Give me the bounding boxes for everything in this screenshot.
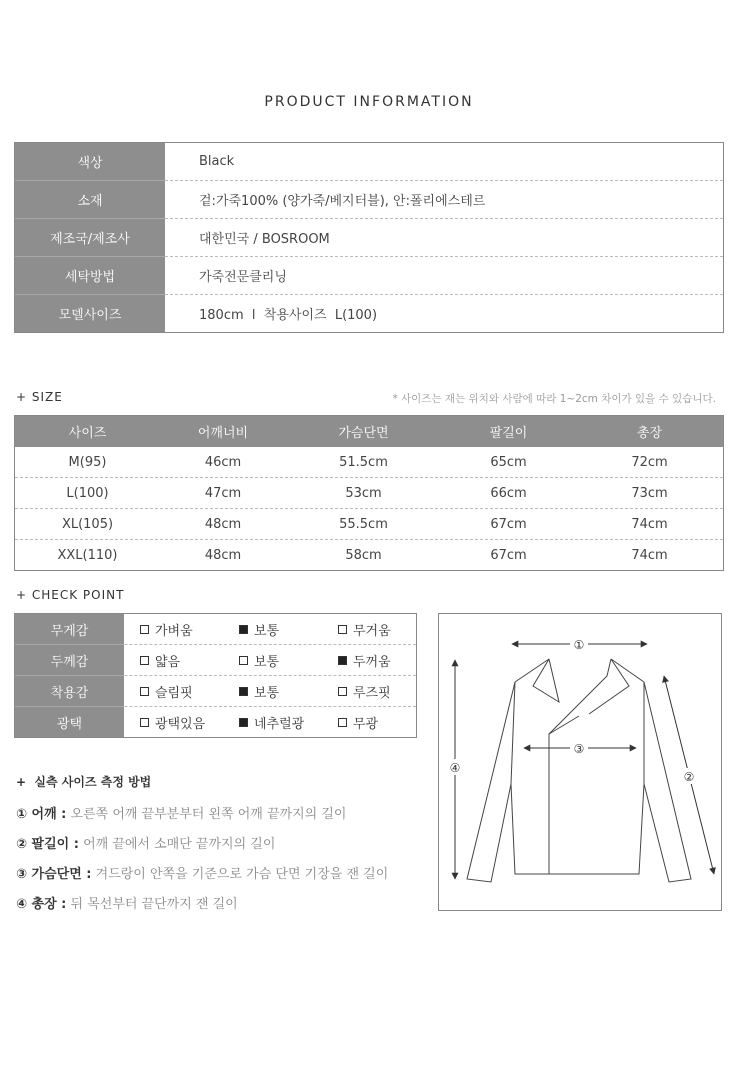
table-cell: 48cm [204,547,242,563]
option-label: 두꺼움 [353,654,391,670]
table-cell: XL(105) [61,516,114,532]
info-row-model-size [15,295,723,332]
measure-desc: 뒤 목선부터 끝단까지 잰 길이 [66,897,238,912]
column-header: 어깨너비 [197,426,249,441]
checkbox-icon [239,625,248,634]
info-value: 180cm l 착용사이즈 L(100) [199,308,378,323]
check-option [239,676,338,706]
option-label: 보통 [254,654,280,670]
checkbox-icon [338,656,347,665]
info-value: 가죽전문클리닝 [199,270,287,285]
measure-desc: 오른쪽 어깨 끝부분부터 왼쪽 어깨 끝까지의 길이 [66,807,347,822]
option-label: 가벼움 [155,623,193,639]
info-value: Black [199,154,235,169]
check-label: 두께감 [15,645,124,676]
option-label: 슬림핏 [155,685,193,701]
column-header: 총장 [636,426,663,441]
info-row-color [15,143,723,181]
measure-desc: 어깨 끝에서 소매단 끝까지의 길이 [78,837,276,852]
checkbox-icon [140,718,149,727]
page-title: PRODUCT INFORMATION [264,94,474,110]
check-option [338,676,416,706]
check-label: 착용감 [15,676,124,707]
measure-item [16,893,238,912]
size-table-header [15,416,723,447]
info-label: 모델사이즈 [15,295,165,332]
table-cell: M(95) [68,454,107,470]
check-option [124,676,239,706]
option-label: 무광 [353,716,379,732]
table-cell: L(100) [66,485,109,501]
table-cell: 66cm [490,485,527,501]
info-label: 세탁방법 [15,257,165,295]
option-label: 보통 [254,623,280,639]
checkbox-icon [140,656,149,665]
table-cell: 74cm [631,547,668,563]
table-cell: 48cm [204,516,242,532]
checkpoint-table [14,613,417,738]
table-cell: XXL(110) [57,547,118,563]
check-option [124,707,239,737]
option-label: 루즈핏 [353,685,391,701]
table-cell: 67cm [490,547,527,563]
check-option [338,707,416,737]
table-cell: 53cm [345,485,382,501]
check-label: 광택 [15,707,124,737]
info-row-washing [15,257,723,295]
size-table [14,415,724,571]
option-label: 광택있음 [155,716,206,732]
table-cell: 47cm [204,485,242,501]
table-row [15,508,723,539]
table-cell: 65cm [490,454,527,470]
info-label: 소재 [15,181,165,219]
table-row [15,477,723,508]
diagram-label-1: ① [573,638,585,652]
measure-item [16,833,275,852]
diagram-label-2: ② [683,770,695,784]
table-cell: 58cm [345,547,382,563]
table-row [15,447,723,477]
measure-item [16,863,388,882]
checkpoint-section-heading: + CHECK POINT [16,588,125,602]
checkbox-icon [239,656,248,665]
diagram-label-4: ④ [449,761,461,775]
check-row-weight [15,614,416,645]
checkbox-icon [239,687,248,696]
measure-desc: 겨드랑이 안쪽을 기준으로 가슴 단면 기장을 잰 길이 [91,867,389,882]
option-label: 얇음 [155,654,181,670]
check-option [338,645,416,675]
check-label: 무게감 [15,614,124,645]
checkbox-icon [140,625,149,634]
column-header: 사이즈 [68,426,107,441]
checkbox-icon [239,718,248,727]
check-option [239,645,338,675]
measure-term: ① 어깨 : [16,807,67,822]
table-cell: 67cm [490,516,527,532]
info-row-maker [15,219,723,257]
size-note: * 사이즈는 재는 위치와 사람에 따라 1~2cm 차이가 있을 수 있습니다. [392,393,716,405]
jacket-outline-icon [439,614,721,910]
measure-item [16,803,346,822]
column-header: 팔길이 [489,426,528,441]
check-option [239,707,338,737]
table-cell: 72cm [631,454,668,470]
checkbox-icon [338,718,347,727]
option-label: 보통 [254,685,280,701]
check-option [124,645,239,675]
table-row [15,539,723,570]
info-value: 대한민국 / BOSROOM [199,232,330,247]
table-cell: 51.5cm [339,454,388,470]
option-label: 네추럴광 [254,716,305,732]
check-option [124,614,239,644]
check-option [239,614,338,644]
measure-term: ④ 총장 : [16,897,67,912]
size-section-heading: + SIZE [16,390,63,404]
info-row-material [15,181,723,219]
checkbox-icon [338,687,347,696]
table-cell: 73cm [631,485,668,501]
info-label: 제조국/제조사 [15,219,165,257]
jacket-diagram [438,613,722,911]
check-row-gloss [15,707,416,737]
info-value: 겉:가죽100% (양가죽/베지터블), 안:폴리에스테르 [199,194,486,209]
measure-term: ② 팔길이 : [16,837,79,852]
checkbox-icon [140,687,149,696]
product-info-table [14,142,724,333]
table-cell: 55.5cm [339,516,388,532]
column-header: 가슴단면 [338,426,389,441]
check-option [338,614,416,644]
diagram-label-3: ③ [573,742,585,756]
checkbox-icon [338,625,347,634]
info-label: 색상 [15,143,165,181]
measure-term: ③ 가슴단면 : [16,867,92,882]
option-label: 무거움 [353,623,391,639]
table-cell: 46cm [204,454,242,470]
table-cell: 74cm [631,516,668,532]
check-row-thickness [15,645,416,676]
measure-heading: + 실측 사이즈 측정 방법 [16,775,152,789]
check-row-fit [15,676,416,707]
